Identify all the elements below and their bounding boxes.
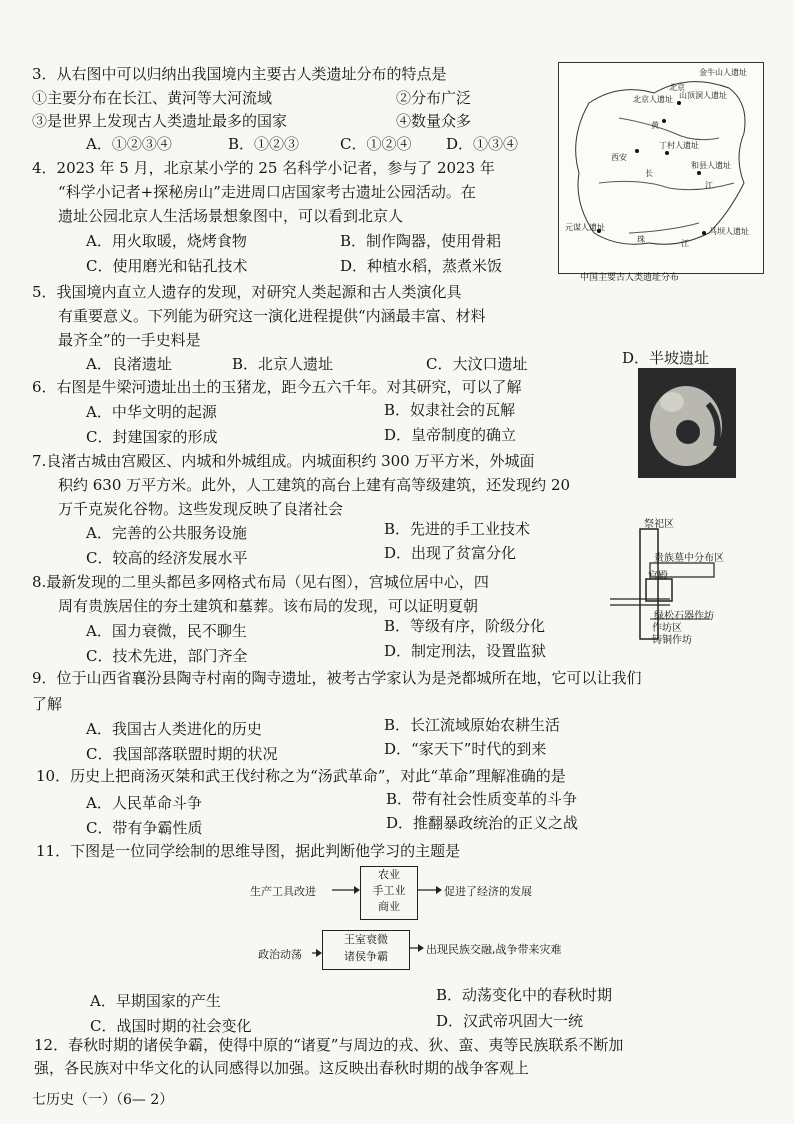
mindmap-box1-a: 农业 (378, 868, 400, 881)
q5-line-2: 有重要意义。下列能为研究这一演化进程提供“内涵最丰富、材料 (58, 307, 486, 325)
site-label-noble-tombs: 贵族墓中分布区 (654, 553, 724, 564)
mindmap-right-1: 促进了经济的发展 (444, 885, 532, 898)
q5-option-b[interactable]: B．北京人遗址 (232, 355, 334, 373)
map-caption: 中国主要古人类遗址分布 (580, 273, 680, 283)
q4-line-1: 4．2023 年 5 月，北京某小学的 25 名科学小记者，参与了 2023 年 (32, 159, 495, 177)
map-label: 北京人遗址 (633, 95, 673, 104)
q5-line-3: 最齐全”的一手史料是 (58, 331, 201, 349)
q11-option-d[interactable]: D．汉武帝巩固大一统 (436, 1012, 584, 1030)
q3-option-b[interactable]: B．①②③ (228, 135, 300, 153)
q9-line-2: 了解 (32, 695, 63, 713)
map-label: 江 (705, 181, 713, 190)
q11-option-a[interactable]: A．早期国家的产生 (90, 992, 221, 1010)
map-label: 江 (681, 239, 689, 248)
q12-line-1: 12．春秋时期的诸侯争霸，使得中原的“诸夏”与周边的戎、狄、蛮、夷等民族联系不断加 (34, 1036, 624, 1054)
q3-option-a[interactable]: A．①②③④ (86, 135, 172, 153)
q10-option-a[interactable]: A．人民革命斗争 (86, 794, 202, 812)
q5-option-a[interactable]: A．良渚遗址 (86, 355, 172, 373)
q6-option-c[interactable]: C．封建国家的形成 (86, 428, 218, 446)
q3-statement-3: ③是世界上发现古人类遗址最多的国家 (32, 112, 288, 130)
mindmap-box2-a: 王室衰微 (344, 933, 388, 946)
map-label: 西安 (611, 153, 627, 162)
q10-option-b[interactable]: B．带有社会性质变革的斗争 (386, 790, 578, 808)
mindmap-box-economy (360, 866, 418, 920)
q7-option-c[interactable]: C．较高的经济发展水平 (86, 549, 248, 567)
q3-statement-4: ④数量众多 (396, 112, 472, 130)
q7-option-d[interactable]: D．出现了贫富分化 (384, 544, 517, 562)
map-label: 山顶洞人遗址 (679, 91, 727, 100)
q3-stem: 3．从右图中可以归纳出我国境内主要古人类遗址分布的特点是 (32, 65, 447, 83)
q4-option-a[interactable]: A．用火取暖，烧烤食物 (86, 232, 247, 250)
q3-option-d[interactable]: D．①③④ (446, 135, 519, 153)
q3-option-c[interactable]: C．①②④ (340, 135, 412, 153)
ancient-sites-map (558, 62, 764, 274)
site-label-workshop: 作坊区 (652, 623, 682, 634)
q10-option-c[interactable]: C．带有争霸性质 (86, 819, 203, 837)
mind-map-diagram (250, 866, 650, 986)
jade-pig-dragon-photo (638, 368, 736, 478)
map-label: 金牛山人遗址 (699, 68, 747, 77)
q8-line-2: 周有贵族居住的夯土建筑和墓葬。该布局的发现，可以证明夏朝 (58, 597, 479, 615)
q9-option-b[interactable]: B．长江流域原始农耕生活 (384, 716, 561, 734)
map-label: 马坝人遗址 (709, 227, 749, 236)
q3-statement-1: ①主要分布在长江、黄河等大河流域 (32, 89, 273, 107)
mindmap-box-politics (322, 930, 410, 970)
map-label: 丁村人遗址 (659, 141, 699, 150)
q9-option-a[interactable]: A．我国古人类进化的历史 (86, 720, 262, 738)
mindmap-box1-c: 商业 (378, 900, 400, 913)
q7-line-1: 7.良渚古城由宫殿区、内城和外城组成。内城面积约 300 万平方米，外城面 (32, 452, 535, 470)
q6-option-a[interactable]: A．中华文明的起源 (86, 403, 217, 421)
site-label-ritual: 祭祀区 (644, 519, 674, 530)
q4-line-3: 遗址公园北京人生活场景想象图中，可以看到北京人 (58, 207, 404, 225)
mindmap-box2-b: 诸侯争霸 (344, 950, 388, 963)
q5-line-1: 5．我国境内直立人遗存的发现，对研究人类起源和古人类演化具 (32, 283, 462, 301)
q8-option-c[interactable]: C．技术先进，部门齐全 (86, 647, 248, 665)
mindmap-left-1: 生产工具改进 (250, 885, 316, 898)
erlitou-layout-diagram (610, 515, 740, 645)
q11-option-c[interactable]: C．战国时期的社会变化 (90, 1017, 252, 1035)
q7-line-3: 万千克炭化谷物。这些发现反映了良渚社会 (58, 500, 344, 518)
q5-option-d[interactable]: D．半坡遗址 (622, 349, 710, 367)
mindmap-box1-b: 手工业 (372, 884, 406, 897)
q8-option-a[interactable]: A．国力衰微，民不聊生 (86, 622, 247, 640)
q6-option-d[interactable]: D．皇帝制度的确立 (384, 426, 517, 444)
site-label-turquoise: 绿松石器作坊 (654, 611, 714, 622)
q4-option-d[interactable]: D．种植水稻，蒸煮米饭 (340, 257, 503, 275)
q9-option-d[interactable]: D．“家天下”时代的到来 (384, 740, 547, 758)
q8-line-1: 8.最新发现的二里头都邑多网格式布局（见右图），宫城位居中心，四 (32, 573, 489, 591)
q7-option-b[interactable]: B．先进的手工业技术 (384, 520, 531, 538)
page-footer: 七历史（一）（6— 2） (32, 1092, 174, 1108)
q6-option-b[interactable]: B．奴隶社会的瓦解 (384, 401, 516, 419)
q3-statement-2: ②分布广泛 (396, 89, 472, 107)
q8-option-b[interactable]: B．等级有序，阶级分化 (384, 617, 546, 635)
q7-option-a[interactable]: A．完善的公共服务设施 (86, 524, 247, 542)
q6-line-1: 6．右图是牛梁河遗址出土的玉猪龙，距今五六千年。对其研究，可以了解 (32, 378, 522, 396)
map-label: 元谋人遗址 (565, 223, 605, 232)
map-label: 长 (645, 169, 653, 178)
map-label: 北京 (669, 83, 685, 92)
map-label: 和县人遗址 (691, 161, 731, 170)
jade-pig-dragon-icon (638, 368, 736, 478)
q5-option-c[interactable]: C．大汶口遗址 (426, 355, 528, 373)
mindmap-left-2: 政治动荡 (258, 948, 302, 961)
q4-option-c[interactable]: C．使用磨光和钻孔技术 (86, 257, 248, 275)
site-label-palace: 宫殿 (648, 571, 668, 582)
q9-line-1: 9．位于山西省襄汾县陶寺村南的陶寺遗址，被考古学家认为是尧都城所在地，它可以让我们 (32, 669, 642, 687)
site-label-bronze: 铸铜作坊 (652, 635, 692, 646)
q4-option-b[interactable]: B．制作陶器，使用骨耜 (340, 232, 502, 250)
q8-option-d[interactable]: D．制定刑法，设置监狱 (384, 642, 547, 660)
map-label: 黄 (651, 121, 659, 130)
q10-option-d[interactable]: D．推翻暴政统治的正义之战 (386, 814, 579, 832)
q11-option-b[interactable]: B．动荡变化中的春秋时期 (436, 986, 613, 1004)
q12-line-2: 强，各民族对中华文化的认同感得以加强。这反映出春秋时期的战争客观上 (34, 1059, 530, 1077)
q9-option-c[interactable]: C．我国部落联盟时期的状况 (86, 745, 278, 763)
q7-line-2: 积约 630 万平方米。此外，人工建筑的高台上建有高等级建筑，还发现约 20 (58, 476, 571, 494)
map-label: 珠 (637, 235, 645, 244)
q11-line-1: 11．下图是一位同学绘制的思维导图，据此判断他学习的主题是 (36, 842, 461, 860)
q4-line-2: “科学小记者+探秘房山”走进周口店国家考古遗址公园活动。在 (58, 183, 476, 201)
q10-line-1: 10．历史上把商汤灭桀和武王伐纣称之为“汤武革命”，对此“革命”理解准确的是 (36, 767, 566, 785)
mindmap-right-2: 出现民族交融,战争带来灾难 (426, 943, 562, 956)
